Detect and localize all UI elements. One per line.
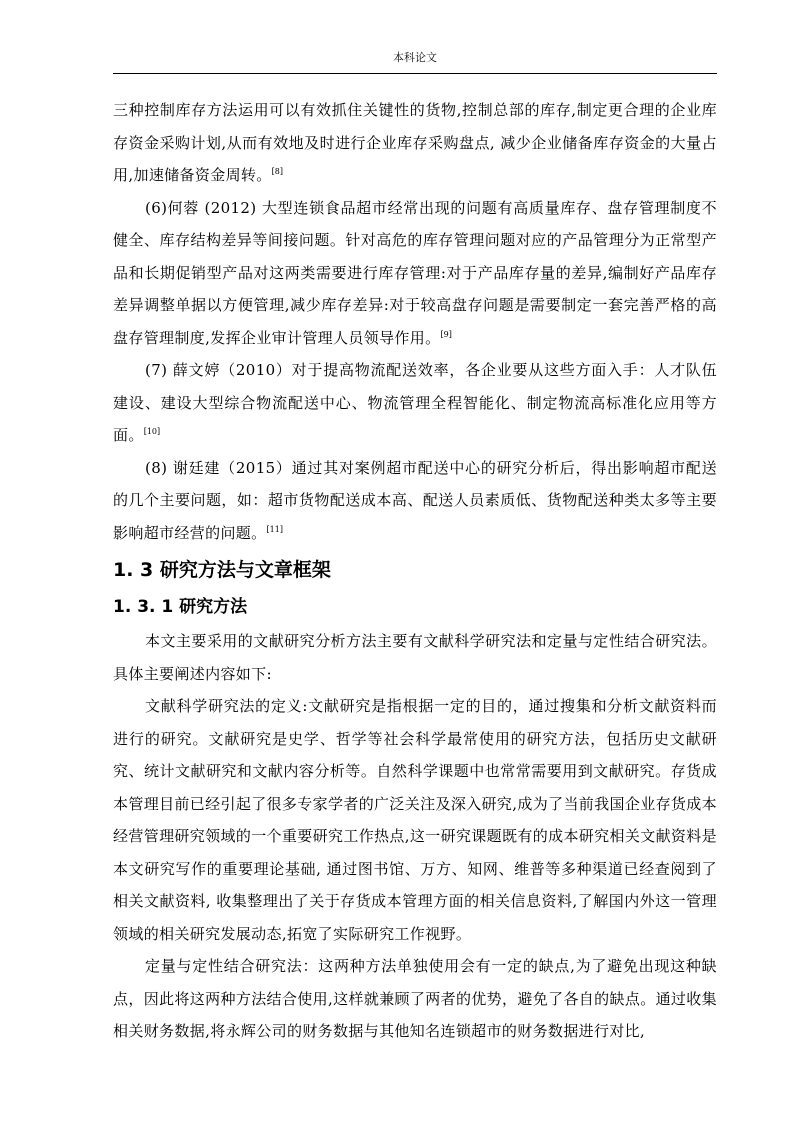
- document-body: [113, 94, 717, 1048]
- paragraph-1: [113, 94, 717, 192]
- paragraph-1-text: 三种控制库存方法运用可以有效抓住关键性的货物,控制总部的库存,制定更合理的企业库存资金采购计划,从而有效地及时进行企业库存采购盘点, 减少企业储备库存资金的大量占用,加速储备资金周转。: [113, 101, 717, 184]
- subsection-heading: 1. 3. 1 研究方法: [113, 597, 248, 617]
- citation-11: [11]: [266, 524, 283, 534]
- citation-8: [8]: [271, 167, 283, 176]
- paragraph-6: 文献科学研究法的定义:文献研究是指根据一定的目的，通过搜集和分析文献资料而进行的研究。文献研究是史学、哲学等社会科学最常使用的研究方法，包括历史文献研究、统计文献研究和文献内容分析等。自然科学课题中也常常需要用到文献研究。存货成本管理目前已经引起了很多专家学者的广泛关注及深入研究,成为了当前我国企业存货成本经营管理研究领域的一个重要研究工作热点,这一研究课题既有的成本研究相关文献资料是本文研究写作的重要理论基础, 通过图书馆、万方、知网、维普等多种渠道已经查阅到了相关文献资料, 收集整理出了关于存货成本管理方面的相关信息资料,了解国内外这一管理领域的相关研究发展动态,拓宽了实际研究工作视野。: [113, 697, 717, 943]
- paragraph-4-text: (8) 谢廷建（2015）通过其对案例超市配送中心的研究分析后，得出影响超市配送的几个主要问题，如：超市货物配送成本高、配送人员素质低、货物配送种类太多等主要影响超市经营的问题。: [113, 458, 717, 542]
- paragraph-3: [113, 354, 717, 452]
- page-header: 本科论文: [393, 51, 437, 64]
- paragraph-2-text: (6)何蓉 (2012) 大型连锁食品超市经常出现的问题有高质量库存、盘存管理制度不健全、库存结构差异等间接问题。针对高危的库存管理问题对应的产品管理分为正常型产品和长期促销型产品对这两类需要进行库存管理:对于产品库存量的差异,编制好产品库存差异调整单据以方便管理,减少库存差异:对于较高盘存问题是需要制定一套完善严格的高盘存管理制度,发挥企业审计管理人员领导作用。: [113, 198, 717, 347]
- citation-10: [10]: [143, 427, 161, 436]
- section-heading: 1. 3 研究方法与文章框架: [113, 559, 331, 581]
- paragraph-7: 定量与定性结合研究法：这两种方法单独使用会有一定的缺点,为了避免出现这种缺点，因此将这两种方法结合使用,这样就兼顾了两者的优势，避免了各自的缺点。通过收集相关财务数据,将永辉公司的财务数据与其他知名连锁超市的财务数据进行对比,: [113, 957, 717, 1040]
- paragraph-3-text: (7) 薛文婷（2010）对于提高物流配送效率，各企业要从这些方面入手：人才队伍建设、建设大型综合物流配送中心、物流管理全程智能化、制定物流高标准化应用等方面。: [113, 361, 717, 444]
- header-divider: [113, 73, 717, 74]
- paragraph-4: [113, 452, 717, 550]
- paragraph-2: [113, 192, 717, 355]
- paragraph-5: 本文主要采用的文献研究分析方法主要有文献科学研究法和定量与定性结合研究法。具体主要阐述内容如下:: [113, 632, 717, 683]
- citation-9: [9]: [440, 329, 452, 339]
